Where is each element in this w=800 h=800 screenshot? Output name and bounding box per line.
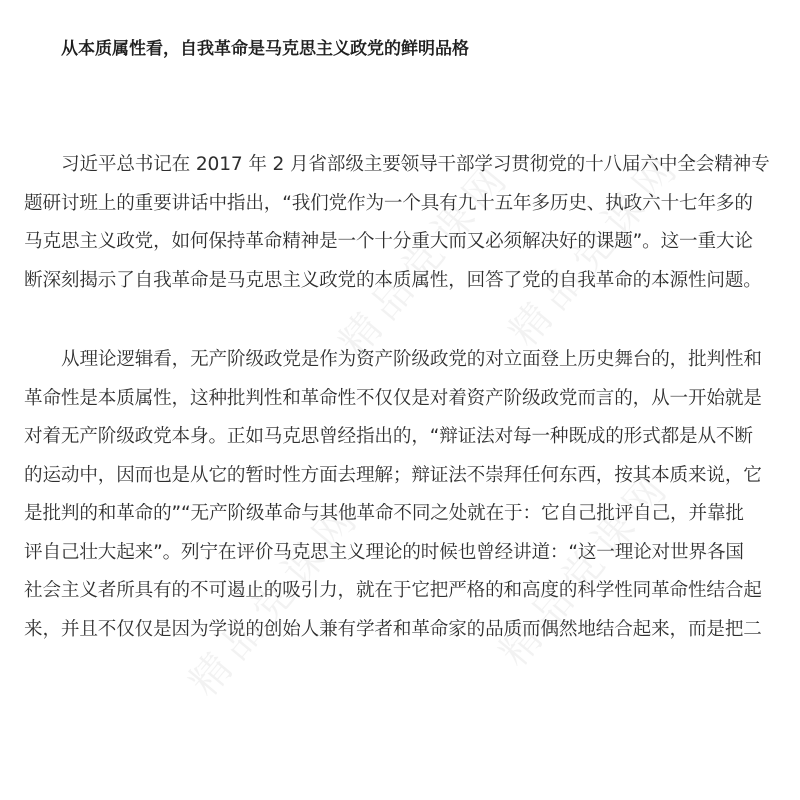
watermark-4: 精品党课网 (490, 461, 681, 676)
watermark-2: 精品党课网 (500, 141, 691, 356)
paragraph-line: 来，并且不仅仅是因为学说的创始人兼有学者和革命家的品质而偶然地结合起来，而是把二 (24, 618, 762, 640)
paragraph-line: 从理论逻辑看，无产阶级政党是作为资产阶级政党的对立面登上历史舞台的，批判性和 (61, 349, 762, 370)
paragraph-line: 社会主义者所具有的不可遏止的吸引力，就在于它把严格的和高度的科学性同革命性结合起 (24, 580, 762, 601)
paragraph-line: 断深刻揭示了自我革命是马克思主义政党的本质属性，回答了党的自我革命的本源性问题。 (24, 269, 762, 291)
paragraph-line: 习近平总书记在 2017 年 2 月省部级主要领导干部学习贯彻党的十八届六中全会精神专 (61, 154, 770, 175)
paragraph-line: 是批判的和革命的”“无产阶级革命与其他革命不同之处就在于：它自己批评自己，并靠批 (24, 503, 744, 524)
section-heading: 从本质属性看，自我革命是马克思主义政党的鲜明品格 (61, 39, 469, 59)
paragraph-2 (24, 341, 784, 649)
paragraph-line: 评自己壮大起来”。列宁在评价马克思主义理论的时候也曾经讲道：“这一理论对世界各国 (24, 541, 744, 563)
paragraph-line: 对着无产阶级政党本身。正如马克思曾经指出的，“辩证法对每一种既成的形式都是从不断 (24, 426, 753, 447)
paragraph-line: 马克思主义政党，如何保持革命精神是一个十分重大而又必须解决好的课题”。这一重大论 (24, 231, 753, 252)
paragraph-line: 题研讨班上的重要讲话中指出，“我们党作为一个具有九十五年多历史、执政六十七年多的 (24, 192, 753, 214)
paragraph-1 (24, 146, 784, 300)
paragraph-line: 革命性是本质属性，这种批判性和革命性不仅仅是对着资产阶级政党而言的，从一开始就是 (24, 387, 762, 409)
watermark-1: 精品党课网 (330, 151, 521, 366)
paragraph-line: 的运动中，因而也是从它的暂时性方面去理解；辩证法不崇拜任何东西，按其本质来说，它 (24, 464, 762, 486)
watermark-3: 精品党课网 (180, 491, 371, 706)
